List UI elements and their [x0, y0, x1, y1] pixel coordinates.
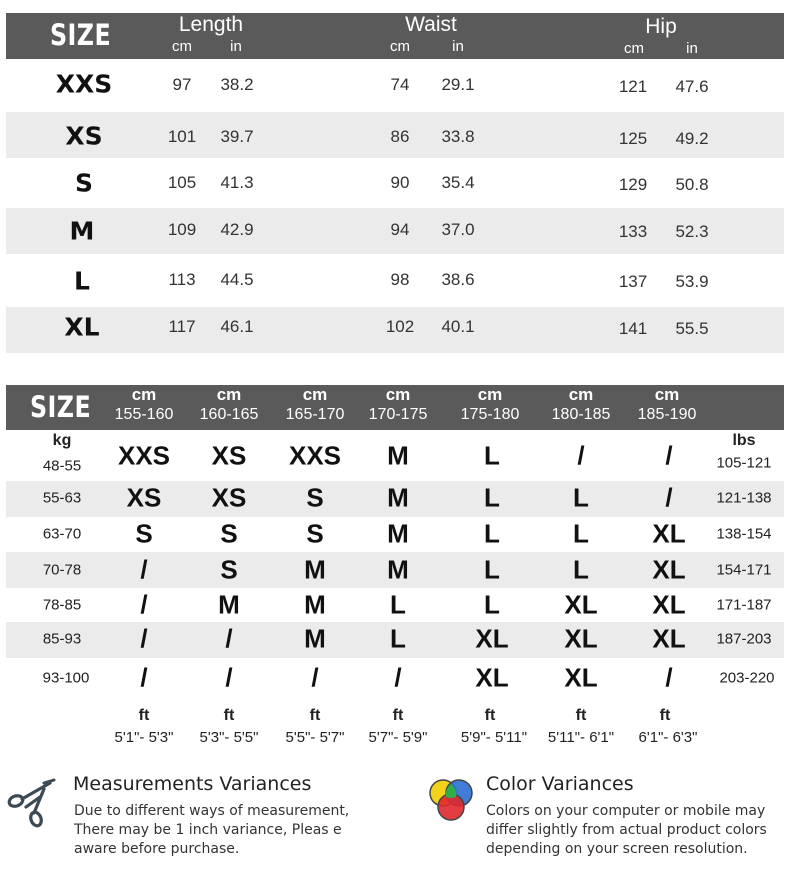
table2-size-cell: XL: [475, 662, 509, 693]
table2-size-cell: L: [484, 554, 500, 585]
table2-height-unit: cm: [131, 385, 157, 404]
table2-size-cell: /: [665, 440, 673, 471]
table1-size-cell: XXS: [55, 69, 113, 99]
table2-size-cell: /: [140, 662, 148, 693]
table1-length-cm: 113: [168, 270, 196, 289]
table2-height-unit: cm: [385, 385, 411, 404]
table2-size-cell: M: [387, 554, 409, 585]
table1-hip-in: 53.9: [675, 272, 709, 291]
table1-header-hip: Hip: [645, 15, 677, 38]
color-note-title: Color Variances: [486, 773, 634, 795]
color-note-line: differ slightly from actual product colors: [486, 822, 767, 838]
table2-size-cell: L: [484, 482, 500, 513]
table2-size-cell: S: [220, 554, 238, 585]
table2-kg-range: 93-100: [42, 669, 90, 687]
table2-size-cell: /: [225, 662, 233, 693]
table1-length-in: 41.3: [220, 173, 254, 192]
table1-header-hip-in: in: [686, 40, 698, 57]
table1-length-in: 44.5: [220, 270, 254, 289]
color-note-body: [486, 802, 767, 859]
table2-size-cell: /: [665, 662, 673, 693]
table2-size-cell: XL: [475, 623, 509, 654]
table2-ft-unit: ft: [309, 707, 321, 724]
table2-size-cell: XL: [564, 662, 598, 693]
table1-header-length-in: in: [230, 38, 242, 55]
table1-hip-in: 47.6: [675, 77, 709, 96]
table2-ft-range: 5'5"- 5'7": [285, 729, 345, 746]
table2-size-cell: S: [135, 518, 153, 549]
table1-hip-cm: 121: [618, 77, 648, 96]
table2-size-cell: /: [665, 482, 673, 513]
table1-size-cell: S: [74, 168, 94, 198]
table2-height-unit: cm: [654, 385, 680, 404]
table1-size-label: SIZE: [50, 18, 112, 52]
table2-size-cell: M: [218, 589, 240, 620]
table2-ft-range: 5'3"- 5'5": [199, 729, 259, 746]
table2-size-cell: L: [573, 482, 589, 513]
table2-size-cell: XL: [652, 623, 686, 654]
table2-height-range: 170-175: [368, 406, 428, 423]
table2-kg-range: 48-55: [42, 457, 82, 475]
table1-hip-cm: 133: [618, 222, 648, 241]
table1-hip-in: 55.5: [675, 319, 709, 338]
table1-length-in: 46.1: [220, 317, 254, 336]
table1-hip-cm: 141: [618, 319, 648, 338]
table1-waist-cm: 74: [390, 75, 410, 94]
table2-kg-range: 85-93: [42, 630, 82, 648]
table2-height-unit: cm: [302, 385, 328, 404]
scissors-tape-icon: [4, 777, 60, 829]
table2-lbs-range: 138-154: [716, 525, 772, 543]
table2-size-cell: XXS: [288, 440, 342, 471]
table2-size-cell: XS: [211, 440, 247, 471]
table1-header-waist-cm: cm: [390, 38, 410, 55]
table1-waist-in: 40.1: [441, 317, 475, 336]
table1-hip-cm: 137: [618, 272, 648, 291]
table1-header-length: Length: [178, 13, 244, 36]
table1-header-hip-cm: cm: [624, 40, 644, 57]
table2-ft-unit: ft: [138, 707, 150, 724]
table2-height-range: 185-190: [637, 406, 697, 423]
table1-size-cell: XS: [65, 121, 103, 151]
lbs-label: lbs: [732, 432, 756, 449]
table2-size-cell: XS: [126, 482, 162, 513]
table2-size-cell: /: [225, 623, 233, 654]
table2-size-cell: L: [484, 440, 500, 471]
table1-waist-cm: 90: [390, 173, 410, 192]
table2-height-range: 155-160: [114, 406, 174, 423]
table1-size-cell: M: [69, 216, 95, 246]
table1-length-cm: 117: [168, 317, 196, 336]
table2-height-range: 165-170: [285, 406, 345, 423]
table1-length-cm: 97: [172, 75, 192, 94]
table2-size-cell: M: [304, 589, 326, 620]
table2-size-cell: L: [390, 623, 406, 654]
table2-kg-range: 78-85: [42, 596, 82, 614]
table2-size-cell: XL: [652, 554, 686, 585]
table2-ft-range: 5'9"- 5'11": [460, 729, 528, 746]
table2-size-cell: L: [484, 518, 500, 549]
measurement-note-line: There may be 1 inch variance, Pleas e: [74, 822, 342, 838]
table2-size-label: SIZE: [30, 390, 92, 424]
table1-waist-in: 29.1: [441, 75, 475, 94]
table1-waist-in: 37.0: [441, 220, 475, 239]
table1-size-cell: L: [74, 266, 90, 296]
table1-hip-in: 50.8: [675, 175, 709, 194]
table2-size-cell: /: [140, 589, 148, 620]
table2-size-cell: XL: [564, 589, 598, 620]
table2-size-cell: /: [140, 554, 148, 585]
table2-kg-range: 55-63: [42, 489, 82, 507]
table2-lbs-range: 121-138: [716, 489, 772, 507]
table2-size-cell: L: [573, 518, 589, 549]
table2-size-cell: L: [484, 589, 500, 620]
table1-hip-in: 52.3: [675, 222, 709, 241]
table2-size-cell: XL: [652, 589, 686, 620]
table2-size-cell: L: [573, 554, 589, 585]
table1-length-cm: 109: [167, 220, 197, 239]
table1-header-waist: Waist: [405, 13, 457, 36]
table1-size-cell: XL: [64, 312, 100, 342]
table2-height-range: 175-180: [460, 406, 520, 423]
table1-length-in: 39.7: [220, 127, 254, 146]
measurement-note-line: Due to different ways of measurement,: [74, 803, 350, 819]
table2-ft-unit: ft: [484, 707, 496, 724]
table2-ft-unit: ft: [392, 707, 404, 724]
table1-length-cm: 101: [167, 127, 197, 146]
table2-size-cell: S: [306, 518, 324, 549]
table2-size-cell: XS: [211, 482, 247, 513]
table1-waist-in: 35.4: [441, 173, 475, 192]
measurement-note-body: [74, 802, 349, 859]
table2-size-cell: XL: [652, 518, 686, 549]
table2-height-range: 160-165: [199, 406, 259, 423]
table1-length-in: 38.2: [220, 75, 254, 94]
table2-size-cell: S: [220, 518, 238, 549]
table2-size-cell: M: [387, 440, 409, 471]
table2-ft-range: 5'1"- 5'3": [114, 729, 174, 746]
table1-waist-cm: 102: [385, 317, 415, 336]
table2-height-unit: cm: [216, 385, 242, 404]
table2-lbs-range: 171-187: [716, 596, 772, 614]
kg-label: kg: [52, 432, 72, 449]
table2-size-cell: /: [311, 662, 319, 693]
table2-size-cell: XL: [564, 623, 598, 654]
table2-size-cell: L: [390, 589, 406, 620]
table2-lbs-range: 187-203: [716, 630, 772, 648]
table2-lbs-range: 105-121: [716, 454, 772, 472]
table2-ft-unit: ft: [223, 707, 235, 724]
table2-size-cell: /: [140, 623, 148, 654]
color-note-line: depending on your screen resolution.: [486, 841, 748, 857]
table1-hip-cm: 125: [618, 129, 648, 148]
table2-lbs-range: 203-220: [719, 669, 775, 687]
table1-length-cm: 105: [167, 173, 197, 192]
table2-size-cell: /: [394, 662, 402, 693]
table1-hip-cm: 129: [618, 175, 648, 194]
table1-waist-in: 33.8: [441, 127, 475, 146]
table2-ft-range: 6'1"- 6'3": [638, 729, 698, 746]
table2-ft-unit: ft: [659, 707, 671, 724]
table1-waist-cm: 86: [390, 127, 410, 146]
table1-hip-in: 49.2: [675, 129, 709, 148]
table1-length-in: 42.9: [220, 220, 254, 239]
table2-ft-unit: ft: [575, 707, 587, 724]
table1-header-waist-in: in: [452, 38, 464, 55]
table1-waist-cm: 94: [390, 220, 410, 239]
measurement-note-title: Measurements Variances: [73, 773, 312, 795]
table1-waist-cm: 98: [390, 270, 410, 289]
measurement-note-line: aware before purchase.: [74, 841, 240, 857]
table1-waist-in: 38.6: [441, 270, 475, 289]
table2-size-cell: M: [304, 623, 326, 654]
table2-kg-range: 63-70: [42, 525, 82, 543]
table2-height-range: 180-185: [551, 406, 611, 423]
table2-size-cell: M: [304, 554, 326, 585]
table2-size-cell: M: [387, 518, 409, 549]
color-circles-icon: [426, 776, 478, 826]
table2-size-cell: XXS: [117, 440, 171, 471]
table2-lbs-range: 154-171: [716, 561, 772, 579]
table2-kg-range: 70-78: [42, 561, 82, 579]
table2-ft-range: 5'11"- 6'1": [547, 729, 615, 746]
table2-height-unit: cm: [477, 385, 503, 404]
table2-size-cell: /: [577, 440, 585, 471]
table2-height-unit: cm: [568, 385, 594, 404]
color-note-line: Colors on your computer or mobile may: [486, 803, 766, 819]
table2-ft-range: 5'7"- 5'9": [368, 729, 428, 746]
table1-header-length-cm: cm: [172, 38, 192, 55]
table2-size-cell: M: [387, 482, 409, 513]
table2-size-cell: S: [306, 482, 324, 513]
